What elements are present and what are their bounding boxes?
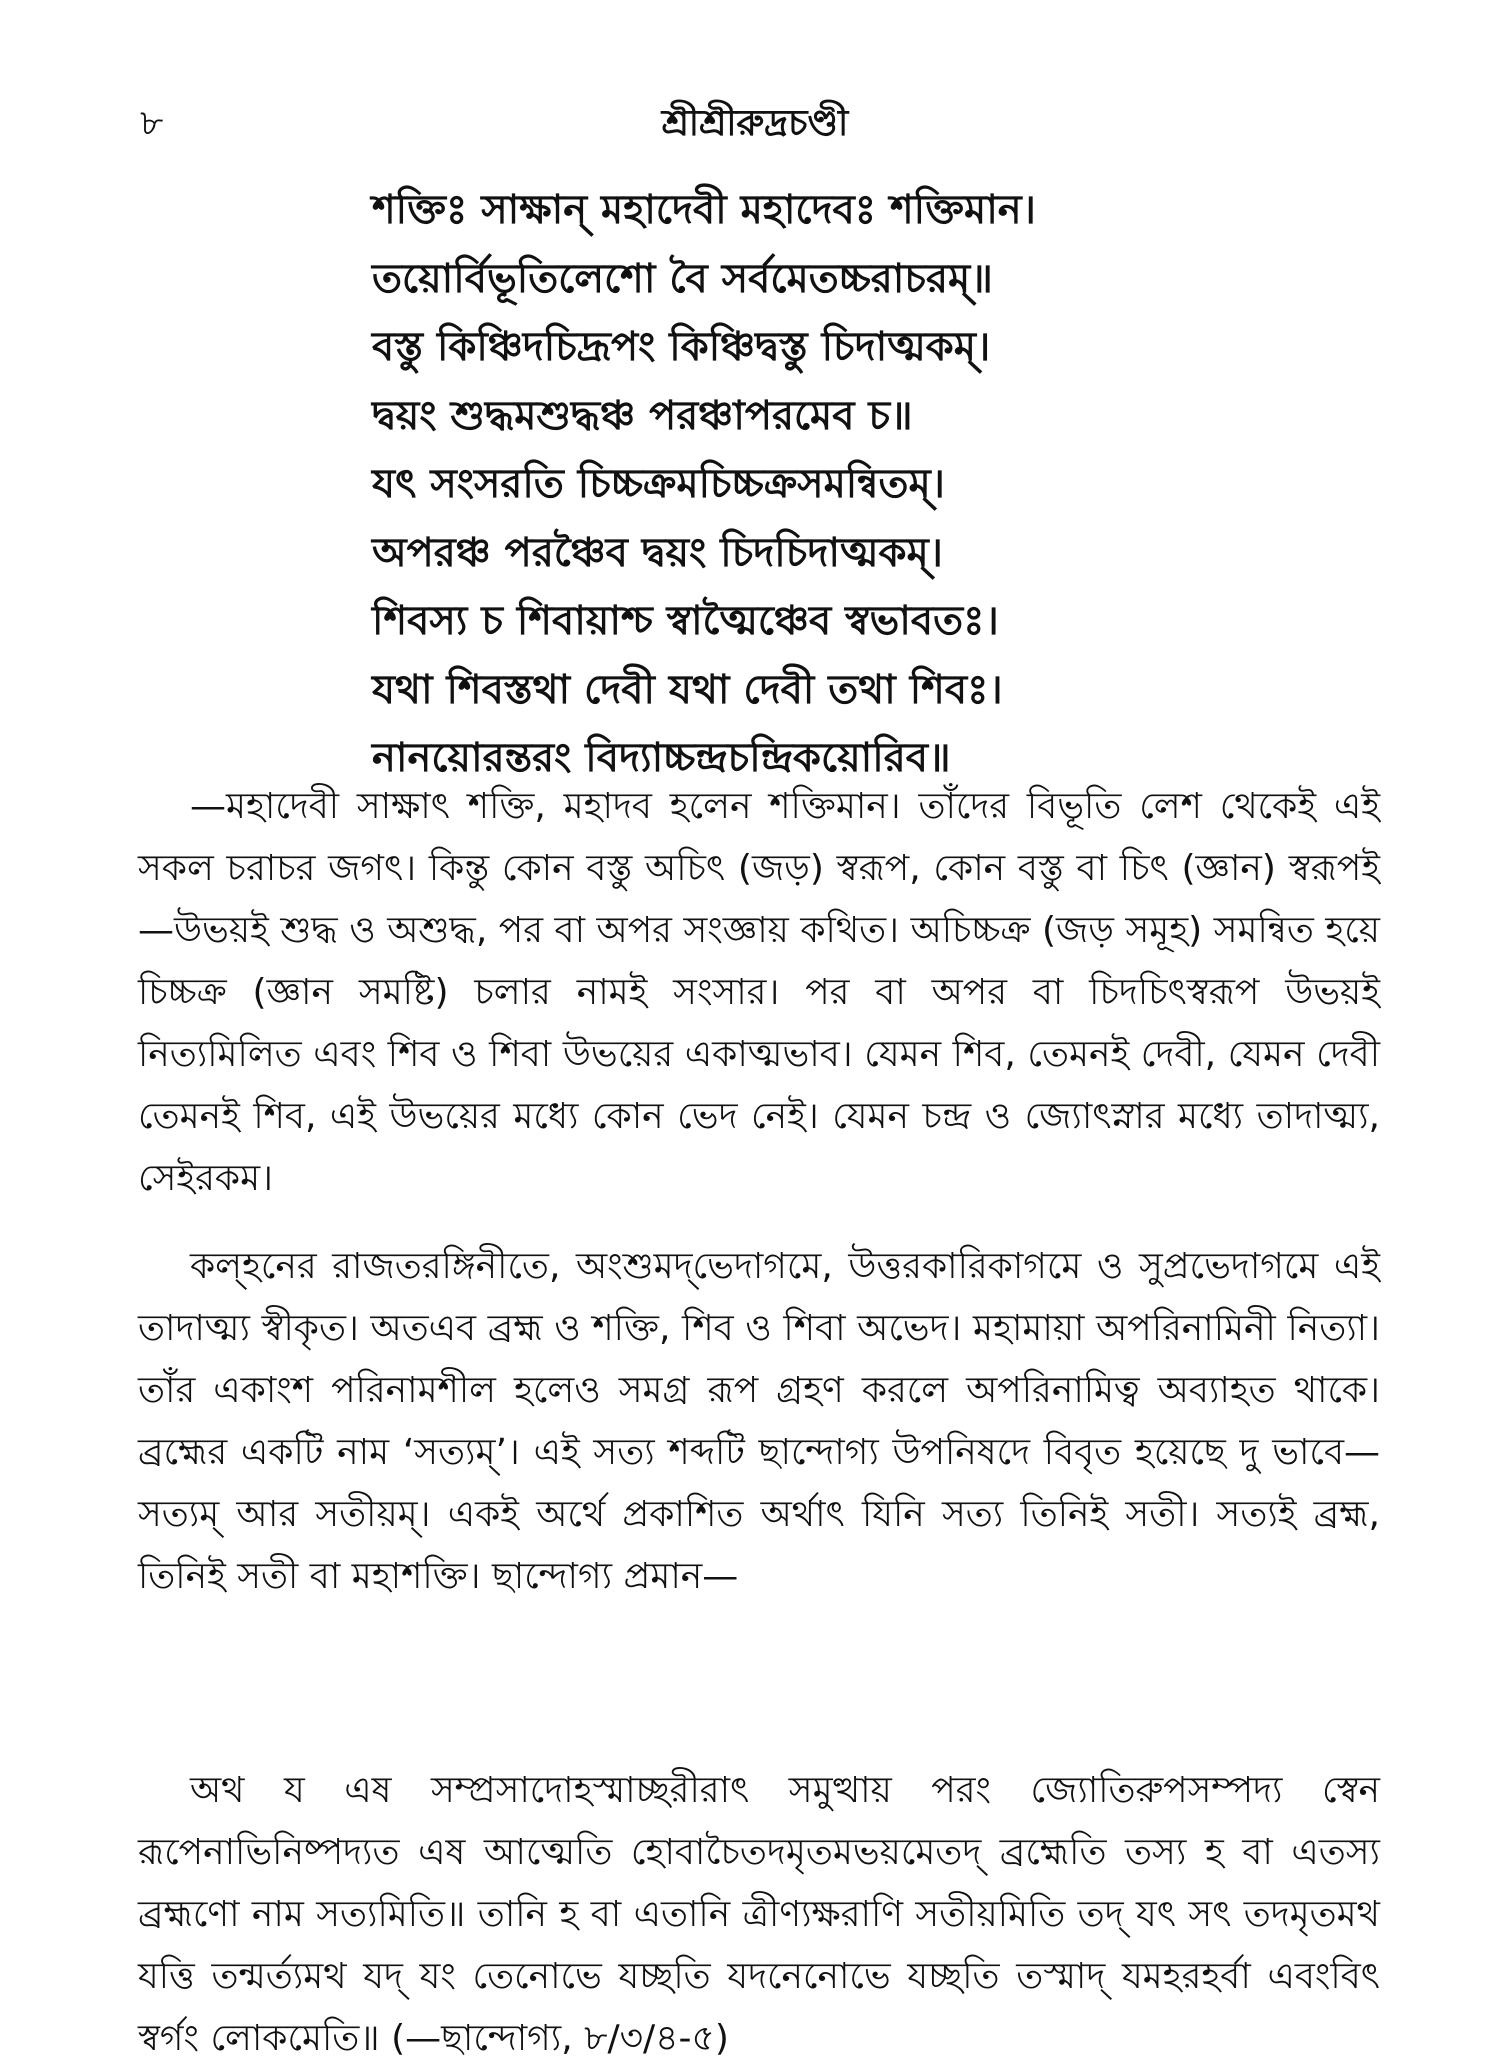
paragraph-text: —মহাদেবী সাক্ষাৎ শক্তি, মহাদব হলেন শক্তিমান। তাঁদের বিভূতি লেশ থেকেই এই সকল চরাচর জগৎ। কিন্তু কোন বস্তু অচিৎ (জড়) স্বরূপ, কোন বস্তু বা চিৎ (জ্ঞান) স্বরূপই—উভয়ই শুদ্ধ ও অশুদ্ধ, পর বা অপর সংজ্ঞায় কথিত। অচিচ্চক্র (জড় সমূহ) সমন্বিত হয়ে চিচ্চক্র (জ্ঞান সমষ্টি) চলার নামই সংসার। পর বা অপর বা চিদচিৎস্বরূপ উভয়ই নিত্যমিলিত এবং শিব ও শিবা উভয়ের একাত্মভাব। যেমন শিব, তেমনই দেবী, যেমন দেবী তেমনই শিব, এই উভয়ের মধ্যে কোন ভেদ নেই। যেমন চন্দ্র ও জ্যোৎস্নার মধ্যে তাদাত্ম্য, সেইরকম। <box>138 786 1380 1199</box>
verse-line: শক্তিঃ সাক্ষান্‌ মহাদেবী মহাদেবঃ শক্তিমান। <box>372 187 1036 233</box>
verse-line: যৎ সংসরতি চিচ্চক্রমচিচ্চক্রসমন্বিতম্‌। <box>372 461 945 507</box>
paragraph-text: কল্হনের রাজতরঙ্গিনীতে, অংশুমদ্‌ভেদাগমে, উত্তরকারিকাগমে ও সুপ্রভেদাগমে এই তাদাত্ম্য স্বীকৃত। অতএব ব্রহ্ম ও শক্তি, শিব ও শিবা অভেদ। মহামায়া অপরিনামিনী নিত্যা। তাঁর একাংশ পরিনামশীল হলেও সমগ্র রূপ গ্রহণ করলে অপরিনামিত্ব অব্যাহত থাকে। ব্রহ্মের একটি নাম ‘সত্যম্‌’। এই সত্য শব্দটি ছান্দোগ্য উপনিষদে বিবৃত হয়েছে দু ভাবে—সত্যম্‌ আর সতীয়ম্‌। একই অর্থে প্রকাশিত অর্থাৎ যিনি সত্য তিনিই সতী। সত্যই ব্রহ্ম, তিনিই সতী বা মহাশক্তি। ছান্দোগ্য প্রমান— <box>138 1246 1380 1597</box>
paragraph-text: অথ য এষ সম্প্রসাদোহস্মাচ্ছরীরাৎ সমুত্থায় পরং জ্যোতিরুপসম্পদ্য স্বেন রূপেনাভিনিষ্পদ্যত এষ আত্মেতি হোবাচৈতদমৃতমভয়মেতদ্‌ ব্রহ্মেতি তস্য হ বা এতস্য ব্রহ্মণো নাম সত্যমিতি॥ তানি হ বা এতানি ত্রীণ্যক্ষরাণি সতীয়মিতি তদ্‌ যৎ সৎ তদমৃতমথ যত্তি তন্মর্ত্যমথ যদ্‌ যং তেনোভে যচ্ছতি যদনেনোভে যচ্ছতি তস্মাদ্‌ যমহরহর্বা এবংবিৎ স্বর্গং লোকমেতি॥ (—ছান্দোগ্য, ৮/৩/৪-৫) <box>138 1770 1380 2059</box>
sanskrit-verses <box>372 176 1432 793</box>
verse-line: অপরঞ্চ পরঞ্চৈব দ্বয়ং চিদচিদাত্মকম্‌। <box>372 529 943 576</box>
page-header <box>140 96 1370 146</box>
quotation-paragraph <box>138 1760 1380 2070</box>
commentary-paragraph-1 <box>138 776 1380 1210</box>
verse-line: দ্বয়ং শুদ্ধমশুদ্ধঞ্চ পরঞ্চাপরমেব চ॥ <box>372 392 913 439</box>
verse-line: তয়োর্বিভূতিলেশো বৈ সর্বমেতচ্চরাচরম্‌॥ <box>372 255 993 302</box>
verse-line: নানয়োরন্তরং বিদ্যাচ্চন্দ্রচন্দ্রিকয়োরিব॥ <box>372 735 951 781</box>
verse-line: বস্তু কিঞ্চিদচিদ্রূপং কিঞ্চিদ্বস্তু চিদাত্মকম্‌। <box>372 324 991 370</box>
running-title: শ্রীশ্রীরুদ্রচণ্ডী <box>661 103 849 144</box>
commentary-paragraph-2 <box>138 1236 1380 1608</box>
page-number: ৮ <box>140 103 164 144</box>
verse-line: যথা শিবস্তথা দেবী যথা দেবী তথা শিবঃ। <box>372 666 1003 713</box>
verse-line: শিবস্য চ শিবায়াশ্চ স্বাত্মৈঞ্চেব স্বভাবতঃ। <box>372 598 999 644</box>
